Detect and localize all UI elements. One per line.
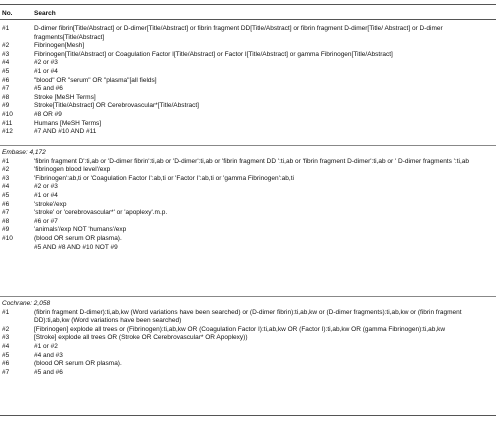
table-row: [0, 111, 496, 120]
row-number: #2: [2, 166, 10, 174]
row-search-text: Fibrinogen[Mesh]: [34, 42, 85, 50]
table-row: [0, 192, 496, 201]
table-row: [0, 77, 496, 86]
row-number: #4: [2, 59, 10, 67]
row-search-text: 'stroke'/exp: [34, 200, 67, 208]
row-search-text: #2 or #3: [34, 183, 58, 191]
row-search-text: #5 AND #8 AND #10 NOT #9: [34, 243, 118, 251]
row-search-text: #8 OR #9: [34, 110, 62, 118]
row-search-text: #1 or #4: [34, 191, 58, 199]
section-title-cochrane: Cochrane: 2,058: [2, 300, 51, 307]
section-divider: [0, 296, 496, 297]
row-number: #8: [2, 93, 10, 101]
row-number: #1: [2, 25, 10, 32]
section-embase: [0, 145, 496, 252]
table-row: [0, 343, 496, 352]
table-row: [0, 68, 496, 77]
column-header-no: No.: [2, 10, 13, 17]
row-number: [0, 244, 34, 253]
row-search-text: Stroke[Title/Abstract] OR Cerebrovascular*[Title/Abstract]: [34, 102, 199, 110]
row-search-text: #1 or #4: [34, 67, 58, 75]
table-row: [0, 309, 496, 326]
row-search-text: #5 and #6: [34, 368, 63, 376]
rows-table: [0, 158, 496, 253]
row-search-text: #2 or #3: [34, 59, 58, 67]
header-rule: [0, 19, 496, 20]
row-number: #7: [2, 368, 10, 376]
row-search-text: #4 and #3: [34, 351, 63, 359]
column-header-search: Search: [34, 10, 56, 17]
row-number: #6: [2, 200, 10, 208]
row-number: #10: [2, 234, 13, 242]
table-row: [0, 175, 496, 184]
row-number: #3: [2, 50, 10, 58]
table-row: [0, 102, 496, 111]
row-number: #5: [2, 191, 10, 199]
section-cochrane: [0, 296, 496, 377]
table-row: [0, 183, 496, 192]
rows-table: [0, 25, 496, 137]
table-row: [0, 244, 496, 253]
row-number: #2: [2, 325, 10, 333]
row-number: #4: [2, 183, 10, 191]
row-search-text: [Stroke] explode all trees OR (Stroke OR Cerebrovascular* OR Apoplexy)): [34, 334, 248, 342]
table-row: [0, 166, 496, 175]
row-search-text: #5 and #6: [34, 85, 63, 93]
row-number: #5: [2, 67, 10, 75]
row-number: #6: [2, 360, 10, 368]
section-divider: [0, 145, 496, 146]
row-number: #7: [2, 209, 10, 217]
table-row: [0, 85, 496, 94]
table-row: [0, 201, 496, 210]
table-row: [0, 209, 496, 218]
row-search-text: (blood OR serum OR plasma).: [34, 234, 122, 242]
row-number: #1: [2, 308, 10, 316]
row-search-text: (fibrin fragment D-dimer):ti,ab,kw (Word variations have been searched) or (D-dimer fibrin):ti,ab,kw or (D-dimer fragments):ti,ab,kw or (fibrin fragment DD):ti,ab,kw (Word variations have been searched): [34, 308, 462, 325]
row-search-text: 'animals'/exp NOT 'humans'/exp: [34, 226, 127, 234]
row-search-text: Humans [MeSH Terms]: [34, 119, 102, 127]
row-search-text: #1 or #2: [34, 342, 58, 350]
table-row: [0, 360, 496, 369]
table-row: [0, 334, 496, 343]
table-row: [0, 352, 496, 361]
table-row: [0, 369, 496, 378]
table-row: [0, 235, 496, 244]
table-row: [0, 51, 496, 60]
table-bottom-rule: [0, 415, 496, 416]
row-number: #9: [2, 102, 10, 110]
table-row: [0, 94, 496, 103]
row-search-text: Stroke [MeSH Terms]: [34, 93, 96, 101]
section-pubmed: [0, 25, 496, 137]
row-number: #2: [2, 42, 10, 50]
table-row: [0, 158, 496, 167]
table-row: [0, 128, 496, 137]
row-search-text: "blood" OR "serum" OR "plasma"[all fields]: [34, 76, 157, 84]
row-number: #1: [2, 157, 10, 165]
row-search-text: 'stroke' or 'cerebrovascular*' or 'apoplexy'.m.p.: [34, 209, 168, 217]
row-search-text: 'fibrinogen blood level'/exp: [34, 166, 111, 174]
row-number: #6: [2, 76, 10, 84]
row-search-text: #7 AND #10 AND #11: [34, 128, 97, 136]
row-number: #4: [2, 342, 10, 350]
row-search-text: Fibrinogen[Title/Abstract] or Coagulation Factor I[Title/Abstract] or Factor I[Title/Abstract] or gamma Fibrinogen[Title/Abstract]: [34, 50, 393, 58]
row-number: #12: [2, 128, 13, 136]
row-search-text: #6 or #7: [34, 217, 58, 225]
table-top-rule: [0, 4, 496, 5]
table-row: [0, 226, 496, 235]
row-search-text: 'Fibrinogen':ab,ti or 'Coagulation Factor I':ab,ti or 'Factor I':ab,ti or 'gamma Fibrinogen':ab,ti: [34, 174, 294, 182]
row-number: #11: [2, 119, 13, 127]
row-number: #5: [2, 351, 10, 359]
table-row: [0, 42, 496, 51]
table-row: [0, 120, 496, 129]
row-number: #9: [2, 226, 10, 234]
table-row: [0, 59, 496, 68]
row-search-text: D-dimer fibrin[Title/Abstract] or D-dimer[Title/Abstract] or fibrin fragment DD[Title/Abstract] or fibrin fragment D-dimer[Title/ Abstract] or D-dimer fragments[Title/Abstract]: [34, 25, 443, 41]
row-number: #7: [2, 85, 10, 93]
row-number: #3: [2, 334, 10, 342]
row-number: #3: [2, 174, 10, 182]
row-number: #8: [2, 217, 10, 225]
row-search-text: (blood OR serum OR plasma).: [34, 360, 122, 368]
section-title-embase: Embase: 4,172: [2, 149, 46, 156]
row-search-text: [Fibrinogen] explode all trees or (Fibrinogen):ti,ab,kw OR (Coagulation Factor I):ti,ab,kw OR (Factor I):ti,ab,kw OR (gamma Fibrinogen):ti,ab,kw: [34, 325, 446, 333]
table-row: [0, 218, 496, 227]
table-row: [0, 326, 496, 335]
table-row: [0, 25, 496, 42]
row-search-text: 'fibrin fragment D':ti,ab or 'D-dimer fibrin':ti,ab or 'D-dimer':ti,ab or 'fibrin fragment DD ':ti,ab or 'fibrin fragment D-dimer':ti,ab or ' D-dimer fragments ':ti,ab: [34, 157, 470, 165]
rows-table: [0, 309, 496, 378]
row-number: #10: [2, 110, 13, 118]
